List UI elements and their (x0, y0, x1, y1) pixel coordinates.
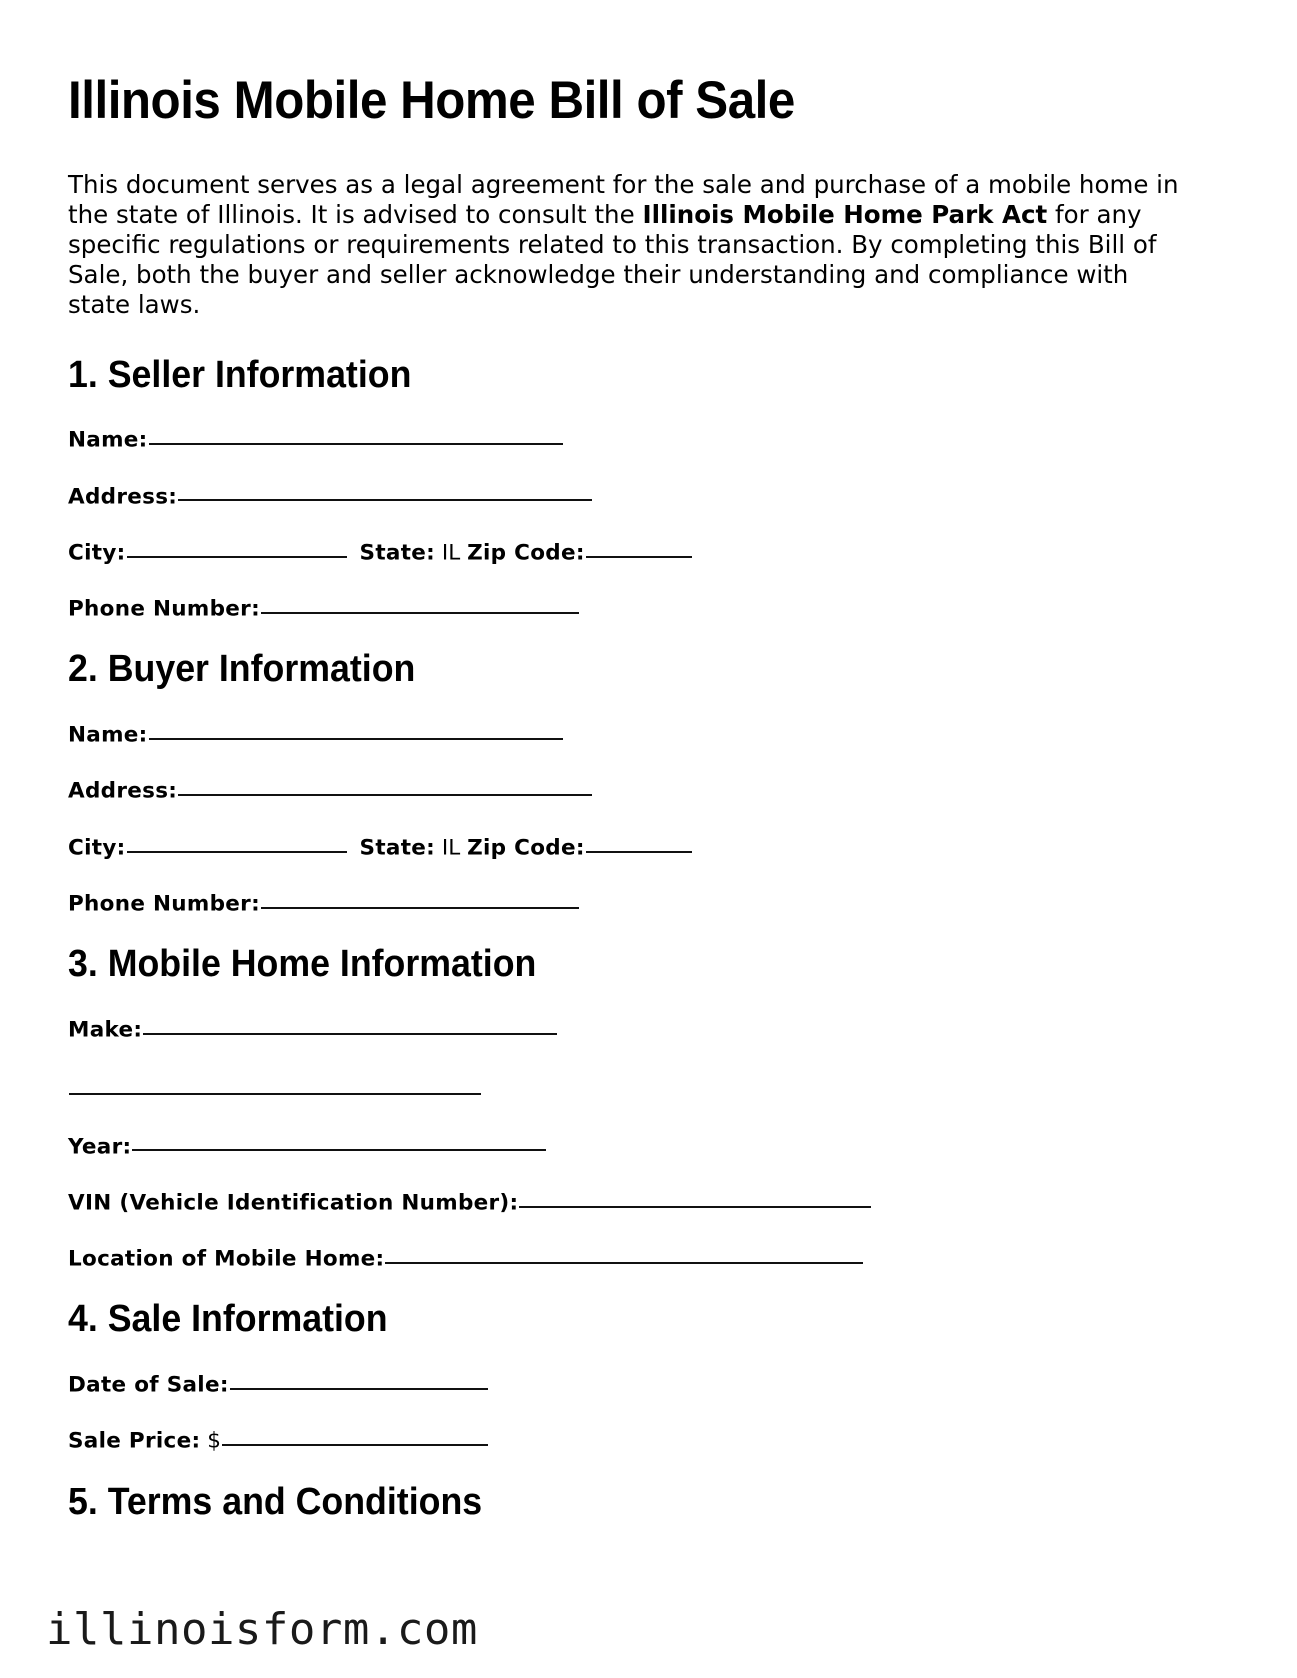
mobile-home-unlabeled-row (68, 1069, 1179, 1103)
buyer-zip-input[interactable] (586, 831, 692, 853)
mobile-home-vin-input[interactable] (519, 1186, 871, 1208)
intro-paragraph (68, 170, 1179, 319)
seller-address-input[interactable] (178, 480, 592, 502)
seller-address-label: Address: (68, 484, 178, 510)
seller-phone-row (68, 592, 1179, 622)
buyer-city-input[interactable] (127, 831, 347, 853)
intro-text-part1: This document serves as a legal agreement for the sale and purchase of a mobile home in the state of Illinois. It is advised to consult the (68, 170, 1179, 230)
section-heading-seller: 1. Seller Information (68, 353, 412, 396)
section-heading-sale: 4. Sale Information (68, 1298, 388, 1341)
seller-phone-input[interactable] (261, 592, 579, 614)
seller-name-label: Name: (68, 427, 148, 453)
mobile-home-location-row (68, 1242, 1179, 1272)
buyer-name-input[interactable] (149, 718, 563, 740)
intro-emphasis-act: Illinois Mobile Home Park Act (642, 200, 1048, 230)
section-heading-terms: 5. Terms and Conditions (68, 1480, 483, 1523)
seller-zip-label: Zip Code: (467, 540, 585, 566)
sale-date-row (68, 1368, 1179, 1398)
seller-city-state-zip-row (68, 536, 1179, 566)
seller-state-value: IL (441, 540, 461, 566)
mobile-home-make-input[interactable] (143, 1013, 557, 1035)
seller-name-row (68, 423, 1179, 453)
sale-date-input[interactable] (230, 1368, 488, 1390)
buyer-phone-row (68, 887, 1179, 917)
sale-date-label: Date of Sale: (68, 1372, 229, 1398)
buyer-state-value: IL (441, 835, 461, 861)
buyer-name-label: Name: (68, 722, 148, 748)
mobile-home-location-label: Location of Mobile Home: (68, 1246, 385, 1272)
sale-price-label: Sale Price: (68, 1428, 201, 1454)
mobile-home-unlabeled-input[interactable] (69, 1073, 481, 1095)
seller-city-input[interactable] (127, 536, 347, 558)
mobile-home-vin-label: VIN (Vehicle Identification Number): (68, 1190, 519, 1216)
sale-price-input[interactable] (222, 1424, 488, 1446)
mobile-home-location-input[interactable] (385, 1242, 863, 1264)
buyer-state-label: State: (359, 835, 436, 861)
buyer-address-input[interactable] (178, 774, 592, 796)
mobile-home-vin-row (68, 1186, 1179, 1216)
buyer-name-row (68, 718, 1179, 748)
seller-state-label: State: (359, 540, 436, 566)
buyer-address-row (68, 774, 1179, 804)
mobile-home-year-label: Year: (68, 1134, 132, 1160)
page-title: Illinois Mobile Home Bill of Sale (68, 71, 795, 130)
buyer-phone-label: Phone Number: (68, 891, 260, 917)
sale-price-row (68, 1424, 1179, 1454)
seller-phone-label: Phone Number: (68, 596, 260, 622)
seller-address-row (68, 480, 1179, 510)
footer-watermark: illinoisform.com (46, 1604, 478, 1655)
buyer-city-state-zip-row (68, 831, 1179, 861)
section-heading-buyer: 2. Buyer Information (68, 648, 416, 691)
mobile-home-make-row (68, 1013, 1179, 1043)
seller-city-label: City: (68, 540, 126, 566)
mobile-home-year-input[interactable] (132, 1130, 546, 1152)
seller-name-input[interactable] (149, 423, 563, 445)
buyer-city-label: City: (68, 835, 126, 861)
intro-text-part2: for any specific regulations or requirements related to this transaction. By completing this Bill of Sale, both the buyer and seller acknowledge their understanding and compliance with state laws. (68, 200, 1157, 319)
mobile-home-year-row (68, 1130, 1179, 1160)
buyer-zip-label: Zip Code: (467, 835, 585, 861)
seller-zip-input[interactable] (586, 536, 692, 558)
mobile-home-make-label: Make: (68, 1017, 143, 1043)
currency-symbol: $ (207, 1428, 221, 1454)
buyer-address-label: Address: (68, 778, 178, 804)
buyer-phone-input[interactable] (261, 887, 579, 909)
section-heading-mobile-home: 3. Mobile Home Information (68, 943, 537, 986)
